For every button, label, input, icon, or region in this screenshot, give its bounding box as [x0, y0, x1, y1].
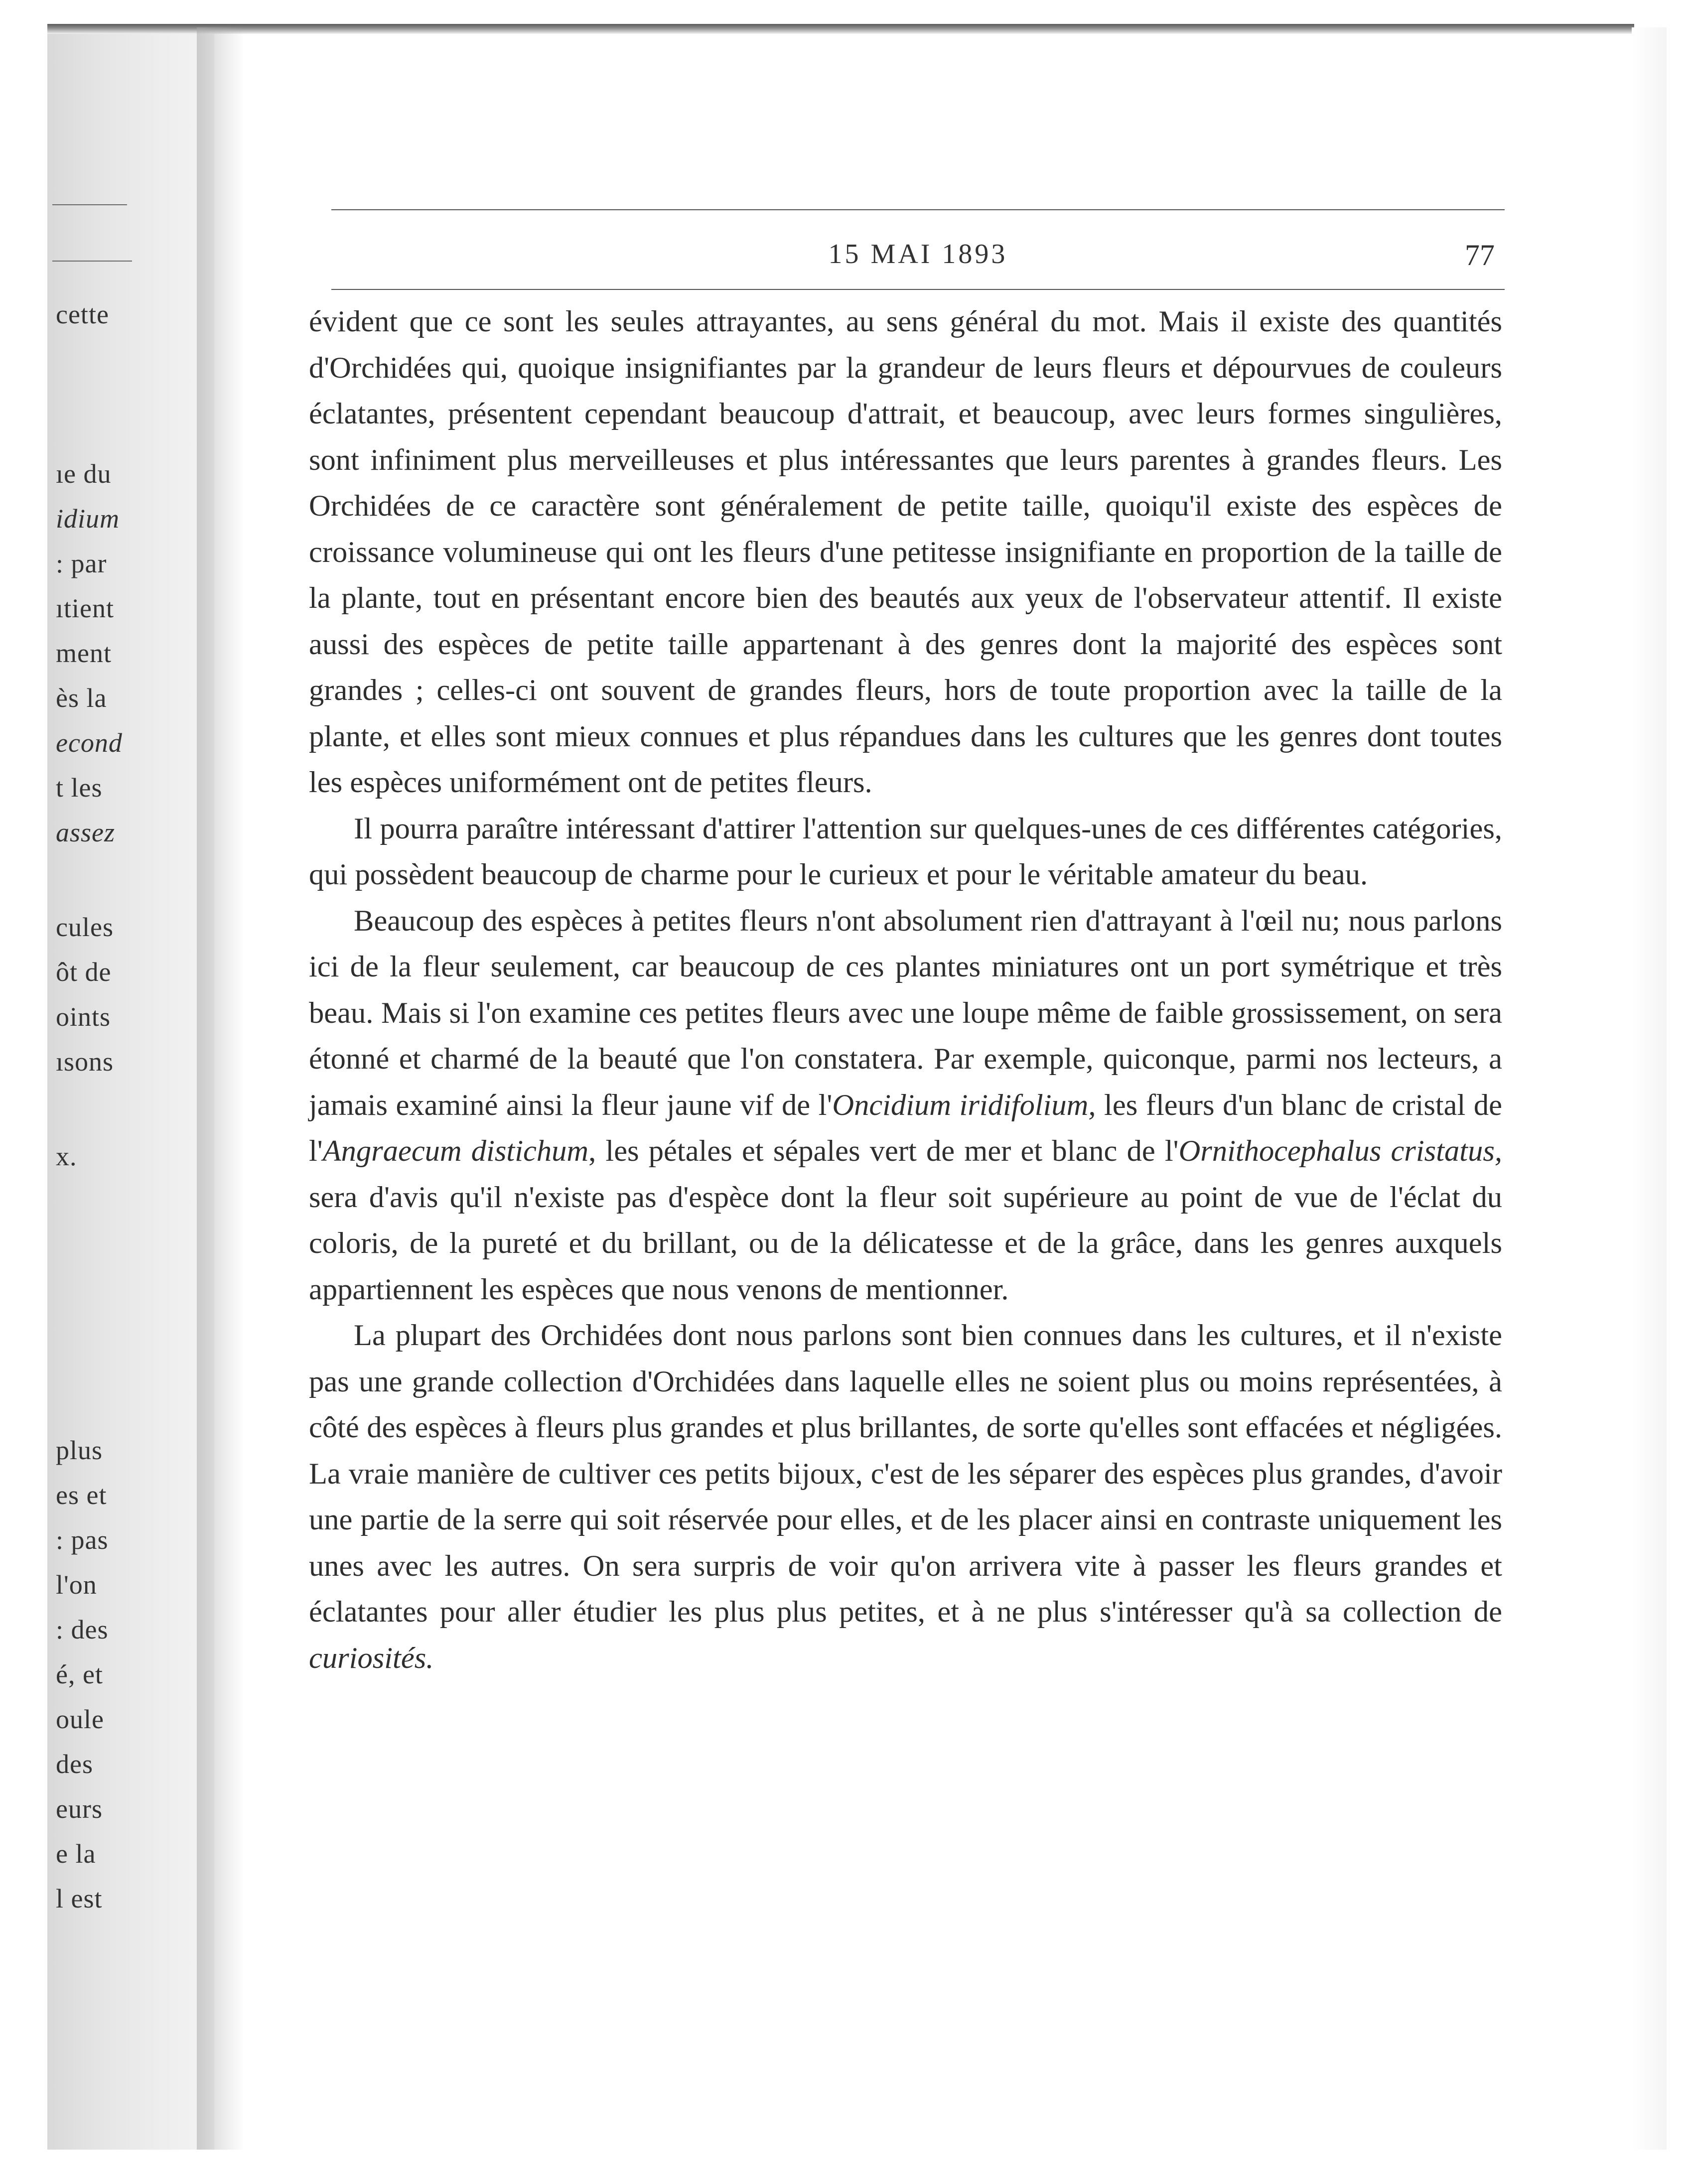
page-gutter-shadow [197, 27, 244, 2150]
scan-margin [0, 0, 47, 2184]
species-name: Oncidium iridifolium, [832, 1088, 1096, 1122]
facing-text-fragment: ès la [56, 683, 107, 713]
facing-text-fragment: l'on [56, 1570, 97, 1600]
facing-text-fragment: é, et [56, 1659, 103, 1689]
facing-text-fragment: ısons [56, 1047, 114, 1077]
header-rule-top [331, 209, 1505, 210]
facing-text-fragment: ıe du [56, 459, 112, 489]
facing-text-fragment: eurs [56, 1794, 103, 1824]
paragraph-text: les fleurs d'un blanc de cristal de l' [309, 1088, 1502, 1168]
facing-text-fragment: plus [56, 1435, 103, 1465]
paragraph-2 [309, 806, 1502, 898]
paragraph-1 [309, 299, 1502, 806]
facing-text-fragment: : des [56, 1615, 109, 1644]
paragraph-text: Beaucoup des espèces à petites fleurs n'ont absolument rien d'attrayant à l'œil nu; nous parlons ici de la fleur seulement, car beaucoup de ces plantes miniatures ont un port symétrique et très beau. Mais si l'on examine ces petites fleurs avec une loupe même de faible grossissement, on sera étonné et charmé de la beauté que l'on constatera. Par exemple, quiconque, parmi nos lecteurs, a jamais examiné ainsi la fleur jaune vif de l' [309, 904, 1502, 1122]
facing-text-fragment: assez [56, 818, 116, 847]
facing-text-fragment: oints [56, 1002, 111, 1032]
paragraph-text: sera d'avis qu'il n'existe pas d'espèce dont la fleur soit supérieure au point de vue de l'éclat du coloris, de la pureté et du brillant, ou de la délicatesse et de la grâce, dans les genres auxquels appartiennent les espèces que nous venons de mentionner. [309, 1180, 1502, 1306]
facing-text-fragment: t les [56, 773, 103, 803]
scan-top-border [47, 24, 1634, 34]
facing-text-fragment: idium [56, 504, 120, 534]
header-rule-bottom [331, 289, 1505, 290]
facing-text-fragment: econd [56, 728, 123, 758]
facing-page-edge [47, 27, 214, 2150]
facing-text-fragment: l est [56, 1884, 103, 1913]
facing-text-fragment: cette [56, 299, 109, 329]
running-head [331, 209, 1505, 289]
scan-right-edge [1632, 27, 1667, 2150]
facing-text-fragment: ıtient [56, 593, 114, 623]
paragraph-text: évident que ce sont les seules attrayantes, au sens général du mot. Mais il existe des quantités d'Orchidées qui, quoique insignifiantes par la grandeur de leurs fleurs et dépourvues de couleurs éclatantes, présentent cependant beaucoup d'attrait, et beaucoup, avec leurs formes singulières, sont infiniment plus merveilleuses et plus intéressantes que leurs parentes à grandes fleurs. Les Orchidées de ce caractère sont généralement de petite taille, quoiqu'il existe des espèces de croissance volumineuse qui ont les fleurs d'une petitesse insignifiante en proportion de la taille de la plante, tout en présentant encore bien des beautés aux yeux de l'observateur attentif. Il existe aussi des espèces de petite taille appartenant à des genres dont la majorité des espèces sont grandes ; celles-ci ont souvent de grandes fleurs, hors de toute proportion avec la taille de la plante, et elles sont mieux connues et plus répandues dans les cultures que les genres dont toutes les espèces uniformément ont de petites fleurs. [309, 305, 1502, 799]
page-number: 77 [1465, 239, 1495, 272]
facing-text-fragment: : par [56, 548, 107, 578]
emphasis-word: curiosités. [309, 1641, 434, 1675]
paragraph-text: , les pétales et sépales vert de mer et blanc de l' [588, 1134, 1179, 1168]
facing-page-rule [52, 204, 127, 205]
issue-date: 15 MAI 1893 [828, 239, 1008, 270]
paragraph-4 [309, 1313, 1502, 1681]
paragraph-3 [309, 898, 1502, 1313]
species-name: Ornithocephalus cristatus, [1178, 1134, 1502, 1168]
species-name: Angraecum distichum [322, 1134, 589, 1168]
paragraph-text: Il pourra paraître intéressant d'attirer l'attention sur quelques-unes de ces différentes catégories, qui possèdent beaucoup de charme pour le curieux et pour le véritable amateur du beau. [309, 812, 1502, 891]
facing-text-fragment: es et [56, 1480, 107, 1510]
facing-text-fragment: des [56, 1749, 93, 1779]
facing-text-fragment: x. [56, 1141, 77, 1171]
facing-text-fragment: e la [56, 1839, 96, 1869]
facing-text-fragment: ment [56, 638, 112, 668]
facing-text-fragment: ôt de [56, 957, 112, 987]
facing-page-rule [52, 261, 132, 262]
facing-text-fragment: : pas [56, 1525, 109, 1555]
facing-text-fragment: oule [56, 1704, 104, 1734]
article-body [309, 299, 1502, 1681]
paragraph-text: La plupart des Orchidées dont nous parlons sont bien connues dans les cultures, et il n'existe pas une grande collection d'Orchidées dans laquelle elles ne soient plus ou moins représentées, à côté des espèces à fleurs plus grandes et plus brillantes, de sorte qu'elles sont effacées et négligées. La vraie manière de cultiver ces petits bijoux, c'est de les séparer des espèces plus grandes, d'avoir une partie de la serre qui soit réservée pour elles, et de les placer ainsi en contraste uniquement les unes avec les autres. On sera surpris de voir qu'on arrivera vite à passer les fleurs grandes et éclatantes pour aller étudier les plus plus petites, et à ne plus s'intéresser qu'à sa collection de [309, 1319, 1502, 1629]
facing-text-fragment: cules [56, 912, 114, 942]
